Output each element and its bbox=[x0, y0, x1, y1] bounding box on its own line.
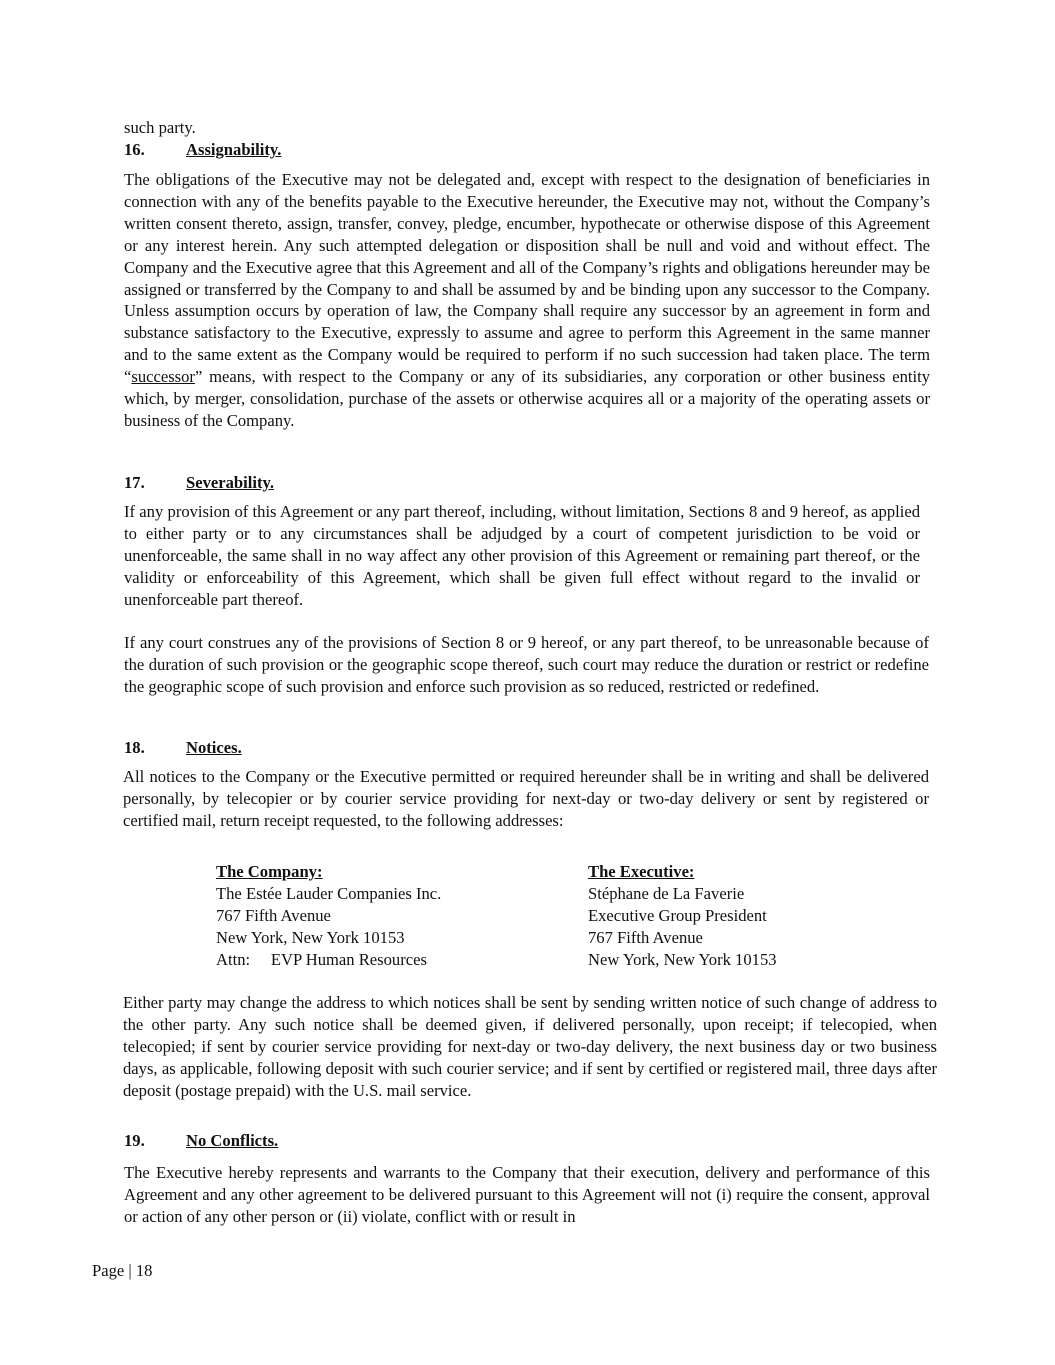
section-title: Assignability. bbox=[186, 140, 282, 159]
section-17-paragraph-2: If any court construes any of the provisions of Section 8 or 9 hereof, or any part thereof, to be unreasonable because of the duration of such provision or the geographic scope thereof, such court may reduce the duration or restrict or redefine the geographic scope of such provision and enforce such provision as so reduced, restricted or redefined. bbox=[124, 633, 929, 696]
continuation-text: such party. bbox=[124, 118, 196, 137]
company-address-block bbox=[216, 861, 441, 971]
section-number: 19. bbox=[124, 1131, 145, 1150]
section-18-paragraph-1: All notices to the Company or the Executive permitted or required hereunder shall be in writing and shall be delivered personally, by telecopier or by courier service providing for next-day or two-day delivery or sent by registered or certified mail, return receipt requested, to the following addresses: bbox=[123, 767, 929, 830]
executive-address-block bbox=[588, 861, 777, 971]
section-16-paragraph bbox=[124, 169, 930, 432]
section-19-paragraph: The Executive hereby represents and warrants to the Company that their execution, delivery and performance of this Agreement and any other agreement to be delivered pursuant to this Agreement will not (i) require the consent, approval or action of any other person or (ii) violate, conflict with or result in bbox=[124, 1163, 930, 1226]
section-title: No Conflicts. bbox=[186, 1131, 279, 1150]
executive-address-heading: The Executive: bbox=[588, 862, 695, 881]
section-18-heading bbox=[124, 737, 242, 759]
section-number: 17. bbox=[124, 473, 145, 492]
company-address-heading: The Company: bbox=[216, 862, 323, 881]
defined-term: successor bbox=[131, 367, 195, 387]
section-16-heading bbox=[124, 139, 281, 161]
section-17-heading bbox=[124, 472, 274, 494]
section-title: Notices. bbox=[186, 738, 242, 757]
address-line: New York, New York 10153 bbox=[588, 950, 777, 969]
page-number-footer: Page | 18 bbox=[92, 1261, 153, 1280]
address-line: Executive Group President bbox=[588, 906, 767, 925]
section-19-heading bbox=[124, 1130, 278, 1152]
section-title: Severability. bbox=[186, 473, 275, 492]
section-number: 18. bbox=[124, 738, 145, 757]
paragraph-text: ” means, with respect to the Company or any of its subsidiaries, any corporation or other business entity which, by merger, consolidation, purchase of the assets or otherwise acquires all or a majority of the operating assets or business of the Company. bbox=[124, 367, 930, 430]
address-line: Stéphane de La Faverie bbox=[588, 884, 745, 903]
address-line: 767 Fifth Avenue bbox=[216, 906, 331, 925]
section-17-paragraph-1: If any provision of this Agreement or any part thereof, including, without limitation, Sections 8 and 9 hereof, as applied to either party or to any circumstances shall be adjudged by a court of competent jurisdiction to be void or unenforceable, the same shall in no way affect any other provision of this Agreement or remaining part thereof, or the validity or enforceability of this Agreement, which shall be given full effect without regard to the invalid or unenforceable part thereof. bbox=[124, 502, 920, 609]
address-line: 767 Fifth Avenue bbox=[588, 928, 703, 947]
address-line: New York, New York 10153 bbox=[216, 928, 405, 947]
address-line: The Estée Lauder Companies Inc. bbox=[216, 884, 442, 903]
section-18-paragraph-2: Either party may change the address to which notices shall be sent by sending written notice of such change of address to the other party. Any such notice shall be deemed given, if delivered personally, upon receipt; if telecopied, when telecopied; if sent by courier service providing for next-day or two-day delivery, the next business day or two business days, as applicable, following deposit with such courier service; and if sent by certified or registered mail, three days after deposit (postage prepaid) with the U.S. mail service. bbox=[123, 993, 937, 1100]
section-number: 16. bbox=[124, 140, 145, 159]
address-line: Attn: EVP Human Resources bbox=[216, 950, 427, 969]
paragraph-text: The obligations of the Executive may not be delegated and, except with respect to the designation of beneficiaries in connection with any of the benefits payable to the Executive hereunder, the Executive may not, without the Company’s written consent thereto, assign, transfer, convey, pledge, encumber, hypothecate or otherwise dispose of this Agreement or any interest herein. Any such attempted delegation or disposition shall be null and void and without effect. The Company and the Executive agree that this Agreement and all of the Company’s rights and obligations hereunder may be assigned or transferred by the Company to and shall be assumed by and be binding upon any successor to the Company. Unless assumption occurs by operation of law, the Company shall require any successor by an agreement in form and substance satisfactory to the Executive, expressly to assume and agree to perform this Agreement in the same manner and to the same extent as the Company would be required to perform if no such succession had taken place. The term “ bbox=[124, 170, 930, 387]
